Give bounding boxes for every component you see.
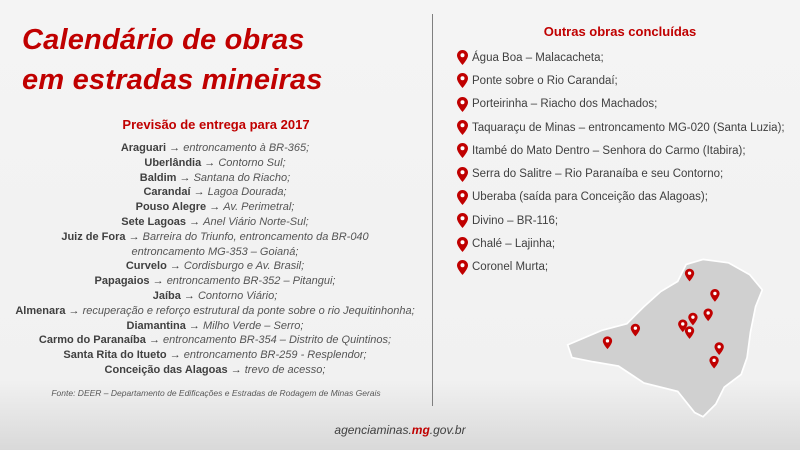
other-work-item: [452, 139, 785, 162]
schedule-item: [0, 185, 440, 200]
other-work-item: [452, 232, 785, 255]
schedule-desc: Lagoa Dourada;: [207, 186, 287, 199]
schedule-city: Pouso Alegre: [135, 201, 207, 214]
schedule-desc: Santana do Riacho;: [193, 171, 291, 184]
other-work-item: [452, 46, 785, 69]
schedule-city: Conceição das Alagoas: [104, 363, 228, 376]
schedule-city: Santa Rita do Itueto: [63, 349, 167, 362]
arrow: →: [193, 186, 205, 199]
schedule-item: [0, 156, 440, 171]
arrow: →: [183, 289, 195, 302]
schedule-desc: Av. Perimetral;: [223, 201, 295, 214]
other-work-item: [452, 116, 785, 139]
title-line-1: Calendário de obras: [22, 24, 305, 56]
arrow: →: [204, 156, 216, 169]
schedule-desc: Contorno Viário;: [197, 289, 278, 302]
title-line-2: em estradas mineiras: [22, 64, 323, 96]
schedule-desc: Contorno Sul;: [218, 156, 286, 169]
other-work-label: Divino – BR-116;: [472, 214, 559, 227]
divider: [432, 14, 433, 406]
schedule-desc: Barreira do Triunfo, entroncamento da BR-040: [142, 230, 369, 243]
arrow: →: [148, 334, 160, 347]
arrow: →: [169, 260, 181, 273]
arrow: →: [189, 215, 201, 228]
schedule-item: [0, 333, 440, 348]
schedule-city: Carandaí: [143, 186, 191, 199]
other-work-label: Taquaraçu de Minas – entroncamento MG-020 (Santa Luzia);: [472, 121, 785, 134]
schedule-desc: entroncamento BR-352 – Pitangui;: [166, 275, 336, 288]
other-work-item: [452, 69, 785, 92]
arrow: →: [68, 304, 80, 317]
footer-pre: agenciaminas.: [334, 423, 412, 437]
other-work-item: [452, 186, 785, 209]
other-work-item: [452, 209, 785, 232]
schedule-city: Papagaios: [94, 275, 150, 288]
other-works-heading: Outras obras concluídas: [543, 24, 697, 39]
schedule-city: Diamantina: [126, 319, 186, 332]
arrow: →: [128, 230, 140, 243]
schedule-item-cont: [0, 245, 440, 260]
map-pin-icon: [452, 120, 472, 135]
schedule-desc-2: entroncamento MG-353 – Goianá;: [131, 245, 299, 258]
schedule-list: [0, 141, 440, 378]
footer-post: .gov.br: [429, 423, 466, 437]
other-work-label: Coronel Murta;: [472, 261, 549, 274]
schedule-desc: entroncamento BR-354 – Distrito de Quintinos;: [163, 334, 392, 347]
schedule-city: Araguari: [120, 142, 167, 154]
schedule-item: [0, 304, 440, 319]
map-pin-icon: [452, 190, 472, 205]
schedule-city: Jaíba: [152, 289, 181, 302]
map-pin-icon: [452, 73, 472, 88]
other-work-item: [452, 93, 785, 116]
schedule-item: [0, 259, 440, 274]
schedule-item: [0, 230, 440, 245]
schedule-item: [0, 348, 440, 363]
schedule-item: [0, 289, 440, 304]
map-pin-icon: [452, 143, 472, 158]
other-work-label: Uberaba (saída para Conceição das Alagoas);: [472, 191, 708, 204]
footer-mid: mg: [411, 423, 430, 437]
schedule-item: [0, 200, 440, 215]
schedule-subtitle: Previsão de entrega para 2017: [122, 117, 310, 132]
other-work-item: [452, 162, 785, 185]
other-work-label: Itambé do Mato Dentro – Senhora do Carmo (Itabira);: [472, 144, 746, 157]
arrow: →: [169, 142, 181, 154]
schedule-city: Baldim: [139, 171, 177, 184]
schedule-item: [0, 215, 440, 230]
other-work-label: Água Boa – Malacacheta;: [472, 51, 604, 64]
schedule-item: [0, 319, 440, 334]
schedule-item: [0, 363, 440, 378]
schedule-city: Almenara: [15, 304, 66, 317]
schedule-desc: entroncamento BR-259 - Resplendor;: [183, 349, 367, 362]
source-note: Fonte: DEER – Departamento de Edificações e Estradas de Rodagem de Minas Gerais: [51, 388, 381, 398]
other-work-label: Chalé – Lajinha;: [472, 238, 556, 251]
other-work-label: Ponte sobre o Rio Carandaí;: [472, 74, 618, 87]
arrow: →: [188, 319, 200, 332]
map-pin-icon: [452, 50, 472, 65]
schedule-desc: Cordisburgo e Av. Brasil;: [183, 260, 305, 273]
schedule-desc: entroncamento à BR-365;: [183, 142, 310, 154]
map-pin-icon: [452, 260, 472, 275]
map-pin-icon: [452, 213, 472, 228]
schedule-item: [0, 171, 440, 186]
schedule-desc: Anel Viário Norte-Sul;: [203, 215, 309, 228]
schedule-item: [0, 274, 440, 289]
schedule-city: Curvelo: [125, 260, 167, 273]
arrow: →: [209, 201, 221, 214]
arrow: →: [169, 349, 181, 362]
other-works-list: [452, 46, 785, 279]
schedule-city: Carmo do Paranaíba: [38, 334, 146, 347]
map-pin-icon: [452, 237, 472, 252]
schedule-city: Juiz de Fora: [61, 230, 126, 243]
minas-gerais-map: [540, 256, 790, 421]
schedule-desc: recuperação e reforço estrutural da ponte sobre o rio Jequitinhonha;: [82, 304, 415, 317]
other-work-label: Porteirinha – Riacho dos Machados;: [472, 98, 658, 111]
schedule-desc: Milho Verde – Serro;: [202, 319, 304, 332]
map-shape: [568, 259, 763, 416]
footer-url: [0, 423, 800, 437]
map-pin-icon: [452, 97, 472, 112]
page-title: [22, 20, 323, 100]
schedule-city: Sete Lagoas: [121, 215, 187, 228]
schedule-item: [0, 141, 440, 156]
other-work-label: Serra do Salitre – Rio Paranaíba e seu Contorno;: [472, 168, 724, 181]
arrow: →: [152, 275, 164, 288]
schedule-city: Uberlândia: [144, 156, 202, 169]
schedule-desc: trevo de acesso;: [244, 363, 326, 376]
map-pin-icon: [452, 167, 472, 182]
arrow: →: [230, 363, 242, 376]
arrow: →: [179, 171, 191, 184]
